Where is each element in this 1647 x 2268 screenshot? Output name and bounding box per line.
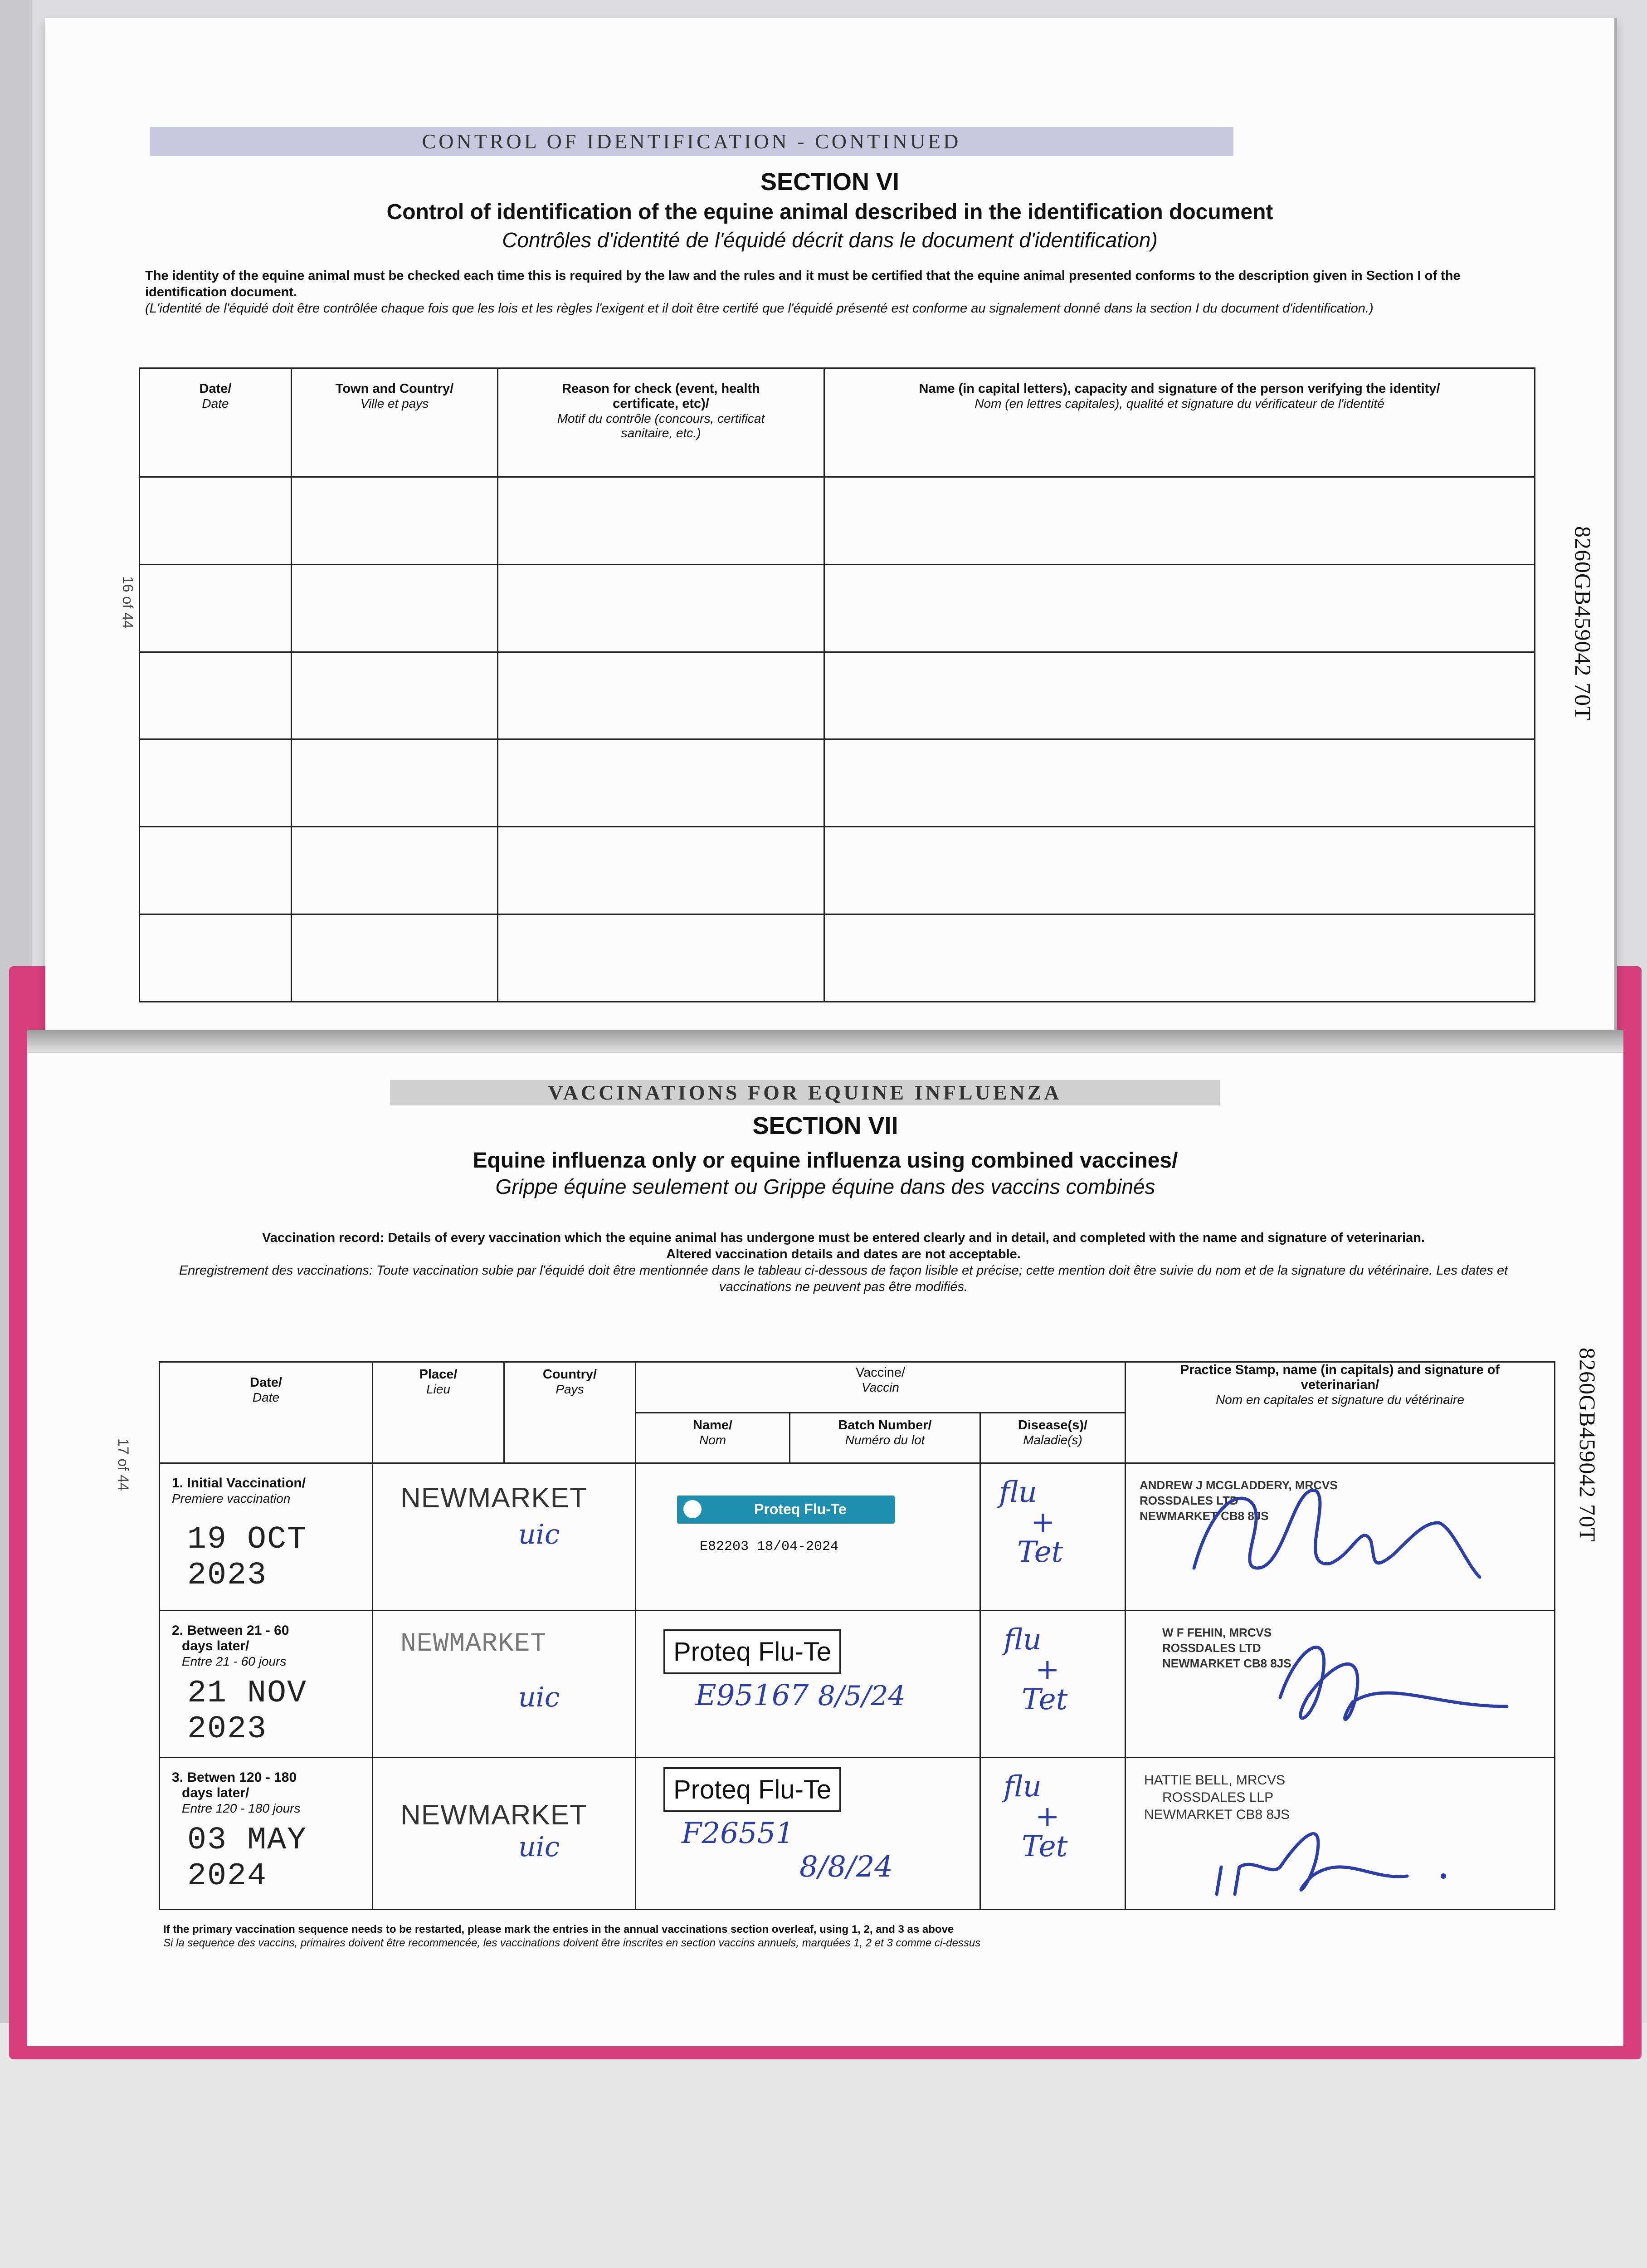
col-header-batch: Batch Number/ Numéro du lot bbox=[790, 1413, 980, 1463]
country-handwritten: uic bbox=[518, 1519, 560, 1551]
col-header-date: Date/ Date bbox=[140, 368, 292, 477]
row-label: 3. Betwen 120 - 180 bbox=[172, 1770, 297, 1785]
col-header-date: Date/ Date bbox=[160, 1362, 373, 1463]
disease-line-1: flu bbox=[999, 1476, 1037, 1510]
vaccine-name-stamp: Proteq Flu-Te bbox=[663, 1629, 841, 1674]
section-banner: CONTROL OF IDENTIFICATION - CONTINUED bbox=[150, 127, 1233, 156]
vaccine-label-sticker bbox=[677, 1496, 895, 1524]
footnote-en: If the primary vaccination sequence needs to be restarted, please mark the entries in the annual vaccinations section overleaf, using 1, 2, and 3 as above bbox=[163, 1923, 954, 1936]
signature-image bbox=[1253, 1616, 1525, 1752]
disease-cell bbox=[980, 1758, 1126, 1910]
place-country-cell bbox=[373, 1463, 636, 1611]
table-row bbox=[140, 652, 1535, 739]
section-banner: VACCINATIONS FOR EQUINE INFLUENZA bbox=[390, 1080, 1220, 1105]
row-label: 1. Initial Vaccination/ bbox=[172, 1476, 306, 1491]
place-country-cell bbox=[373, 1610, 636, 1758]
vet-practice: ROSSDALES LTD bbox=[1140, 1494, 1238, 1508]
disease-line-3: Tet bbox=[1017, 1535, 1063, 1569]
vaccine-name: Proteq Flu-Te bbox=[754, 1501, 847, 1518]
col-header-vaccine: Vaccine/ Vaccin bbox=[636, 1362, 1126, 1413]
table-row bbox=[160, 1463, 1555, 1611]
section-heading-fr: Grippe équine seulement ou Grippe équine dans des vaccins combinés bbox=[495, 1175, 1155, 1198]
date-stamp: 19 OCT 2023 bbox=[187, 1522, 307, 1594]
vaccination-date-cell bbox=[160, 1758, 373, 1910]
page-number: 16 of 44 bbox=[120, 576, 136, 629]
country-handwritten: uic bbox=[518, 1681, 560, 1713]
section-title: SECTION VI bbox=[760, 168, 900, 196]
place-country-cell bbox=[373, 1758, 636, 1910]
place-stamp: NEWMARKET bbox=[400, 1799, 587, 1831]
col-header-vaccine-name: Name/ Nom bbox=[636, 1413, 790, 1463]
vet-stamp-cell bbox=[1126, 1463, 1555, 1611]
record-text bbox=[150, 1230, 1537, 1295]
vet-address: NEWMARKET CB8 8JS bbox=[1162, 1656, 1291, 1670]
row-label-fr: Premiere vaccination bbox=[172, 1491, 291, 1506]
section-title: SECTION VII bbox=[752, 1112, 898, 1139]
disease-line-1: flu bbox=[1004, 1770, 1042, 1804]
col-header-country: Country/ Pays bbox=[504, 1362, 636, 1463]
section-heading-fr: Contrôles d'identité de l'équidé décrit dans le document d'identification) bbox=[502, 228, 1158, 252]
table-row bbox=[140, 739, 1535, 827]
batch-expiry: 8/5/24 bbox=[818, 1680, 906, 1712]
vaccine-cell bbox=[636, 1610, 980, 1758]
table-row bbox=[160, 1758, 1555, 1910]
section-heading-en: Control of identification of the equine animal described in the identification document bbox=[386, 200, 1273, 224]
footnote-fr: Si la sequence des vaccins, primaires doivent être recommencée, les vaccinations doivent être inscrites en section vaccins annuels, marquées 1, 2 et 3 comme ci-dessus bbox=[163, 1937, 981, 1949]
col-header-practice-stamp: Practice Stamp, name (in capitals) and signature of veterinarian/ Nom en capitales et signature du vétérinaire bbox=[1126, 1362, 1555, 1463]
row-label-fr: Entre 21 - 60 jours bbox=[182, 1654, 287, 1668]
disease-line-2: + bbox=[1035, 1652, 1060, 1686]
disease-cell bbox=[980, 1610, 1126, 1758]
disease-line-1: flu bbox=[1004, 1623, 1042, 1657]
col-header-disease: Disease(s)/ Maladie(s) bbox=[980, 1413, 1126, 1463]
table-row bbox=[140, 477, 1535, 565]
vet-practice: ROSSDALES LLP bbox=[1162, 1790, 1274, 1805]
table-row bbox=[140, 914, 1535, 1002]
signature-image bbox=[1180, 1464, 1489, 1600]
section-heading-en: Equine influenza only or equine influenza using combined vaccines/ bbox=[473, 1149, 1178, 1173]
date-stamp: 03 MAY 2024 bbox=[187, 1823, 307, 1895]
date-stamp: 21 NOV 2023 bbox=[187, 1675, 307, 1747]
row-label-2: days later/ bbox=[182, 1638, 249, 1653]
col-header-name: Name (in capital letters), capacity and signature of the person verifying the identity/ Nom (en lettres capitales), qualité et signature du vérificateur de l'identité bbox=[824, 368, 1535, 477]
intro-fr: (L'identité de l'équidé doit être contrôlée chaque fois que les lois et les règles l'exigent et il doit être certifé que l'équidé présenté est conforme au signalement donné dans la section I du document d'identification.) bbox=[145, 301, 1374, 316]
row-label: 2. Between 21 - 60 bbox=[172, 1623, 289, 1638]
page-17 bbox=[27, 1052, 1623, 2046]
record-fr: Enregistrement des vaccinations: Toute vaccination subie par l'équidé doit être mentionnée dans le tableau ci-dessous de façon lisible et précise; cette mention doit être suivie du nom et de la signature du vétérinaire. Les dates et vaccinations ne peuvent pas être modifiés. bbox=[179, 1263, 1508, 1294]
vet-practice: ROSSDALES LTD bbox=[1162, 1641, 1261, 1655]
disease-cell bbox=[980, 1463, 1126, 1611]
place-stamp: NEWMARKET bbox=[400, 1482, 587, 1514]
page-number: 17 of 44 bbox=[115, 1438, 132, 1491]
row-label-2: days later/ bbox=[182, 1785, 249, 1801]
disease-line-2: + bbox=[1035, 1800, 1060, 1834]
vet-stamp-cell bbox=[1126, 1758, 1555, 1910]
proteq-logo-icon bbox=[683, 1500, 702, 1518]
disease-line-3: Tet bbox=[1022, 1682, 1068, 1716]
country-handwritten: uic bbox=[518, 1831, 560, 1863]
vaccination-table bbox=[159, 1361, 1555, 1910]
page-16 bbox=[45, 18, 1617, 1030]
vaccine-cell bbox=[636, 1758, 980, 1910]
batch-number: F26551 bbox=[682, 1817, 794, 1851]
batch-number: E95167 bbox=[695, 1678, 809, 1712]
disease-line-2: + bbox=[1031, 1505, 1055, 1540]
record-en-1: Vaccination record: Details of every vaccination which the equine animal has undergone must be entered clearly and in detail, and completed with the name and signature of veterinarian. bbox=[262, 1231, 1425, 1245]
vaccine-name-stamp: Proteq Flu-Te bbox=[663, 1767, 841, 1812]
table-row bbox=[140, 827, 1535, 914]
place-stamp: NEWMARKET bbox=[400, 1629, 547, 1659]
signature-image bbox=[1208, 1804, 1480, 1903]
footnote bbox=[163, 1923, 1569, 1950]
document-id: 8260GB459042 70T bbox=[1570, 526, 1596, 721]
vaccination-date-cell bbox=[160, 1610, 373, 1758]
col-header-reason: Reason for check (event, health certificate, etc)/ Motif du contrôle (concours, certificat sanitaire, etc.) bbox=[498, 368, 824, 477]
intro-text bbox=[145, 268, 1533, 317]
vaccination-date-cell bbox=[160, 1463, 373, 1611]
row-label-fr: Entre 120 - 180 jours bbox=[182, 1801, 301, 1816]
batch-number-stamp: E82203 18/04-2024 bbox=[700, 1539, 839, 1555]
disease-line-3: Tet bbox=[1022, 1830, 1068, 1864]
vet-name: W F FEHIN, MRCVS bbox=[1162, 1625, 1272, 1639]
table-row bbox=[140, 564, 1535, 652]
vet-stamp-cell bbox=[1126, 1610, 1555, 1758]
vet-name: HATTIE BELL, MRCVS bbox=[1144, 1773, 1286, 1788]
record-en-2: Altered vaccination details and dates are not acceptable. bbox=[666, 1247, 1021, 1261]
document-id: 8260GB459042 70T bbox=[1575, 1348, 1600, 1542]
scanner-bottom-area bbox=[0, 2023, 1647, 2268]
vaccine-sticker-cell bbox=[636, 1463, 980, 1611]
vet-address: NEWMARKET CB8 8JS bbox=[1144, 1807, 1290, 1823]
col-header-place: Place/ Lieu bbox=[373, 1362, 504, 1463]
vet-address: NEWMARKET CB8 8JS bbox=[1140, 1509, 1269, 1523]
batch-expiry: 8/8/24 bbox=[799, 1850, 893, 1884]
vet-name: ANDREW J MCGLADDERY, MRCVS bbox=[1140, 1478, 1338, 1492]
identity-check-table bbox=[139, 367, 1535, 1002]
table-row bbox=[160, 1610, 1555, 1758]
col-header-town: Town and Country/ Ville et pays bbox=[292, 368, 498, 477]
intro-en: The identity of the equine animal must be checked each time this is required by the law and the rules and it must be certified that the equine animal presented conforms to the description given in Section I of the identification document. bbox=[145, 269, 1461, 299]
